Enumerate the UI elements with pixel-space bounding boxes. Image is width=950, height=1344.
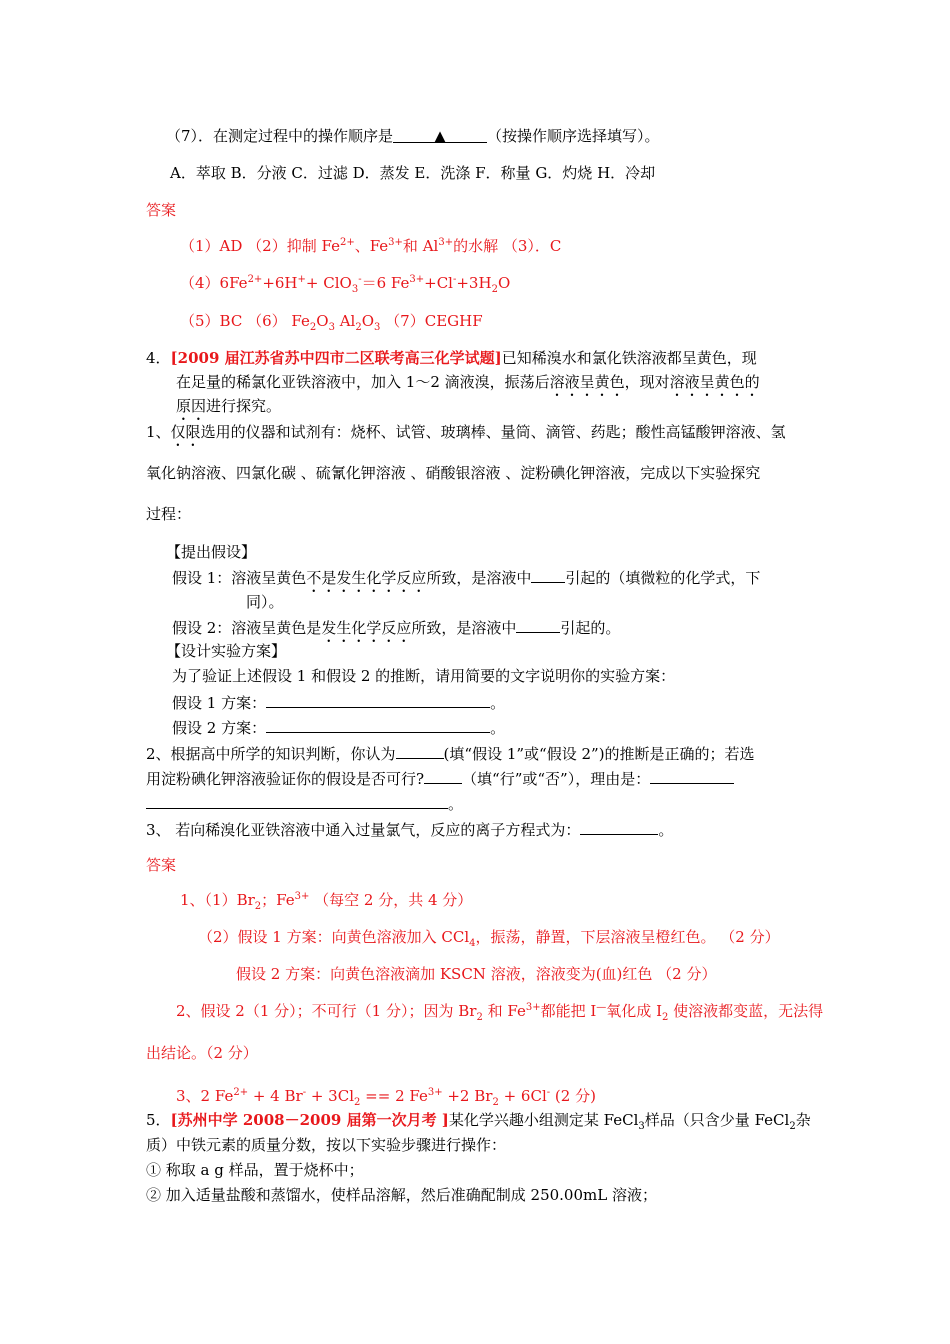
q4-line-1: 4．[2009 届江苏省苏中四市二区联考高三化学试题]已知稀溴水和氯化铁溶液都呈黄色，现 — [146, 349, 757, 367]
step2-blank-2 — [424, 767, 462, 784]
heading-hypothesis: 【提出假设】 — [166, 543, 257, 561]
answer-4-line-4: 2、假设 2（1 分）；不可行（1 分）；因为 $Br_2$ 和 $Fe^{3+}$都能把 I—氧化成 $I_2$ 使溶液都变蓝，无法得 — [176, 1002, 824, 1023]
hypothesis-1-cont: 同）。 — [246, 593, 284, 611]
answer-4-line-6: 3、2 $Fe^{2+} + 4$ $Br^- + 3Cl_2 == 2$ $Fe^{3+} +2$ $Br_2 + 6Cl^-$ (2 分) — [176, 1087, 596, 1108]
plan-1: 假设 1 方案： 。 — [172, 691, 505, 713]
q4-step1-line-2: 氧化钠溶液、四氯化碳 、硫氰化钾溶液 、硝酸银溶液 、淀粉碘化钾溶液，完成以下实验探究 — [146, 464, 761, 482]
q5-step-2: ② 加入适量盐酸和蒸馏水，使样品溶解，然后准确配制成 250.00mL 溶液； — [146, 1186, 657, 1204]
plan-2-blank — [266, 716, 490, 733]
design-text: 为了验证上述假设 1 和假设 2 的推断，请用简要的文字说明你的实验方案： — [172, 667, 676, 685]
q7-suffix: （按操作顺序选择填写）。 — [487, 127, 660, 145]
triangle-mark-icon: ▲ — [434, 127, 446, 145]
answer-4-line-2: （2）假设 1 方案：向黄色溶液加入 CCl$_4$，振荡，静置，下层溶液呈橙红色。 （2 分） — [198, 928, 780, 949]
q7-answer-blank — [393, 126, 487, 143]
q5-source: [苏州中学 2008－2009 届第一次月考 ] — [170, 1111, 449, 1129]
plan-1-blank — [266, 691, 490, 708]
answer-3-line-2: $(4)6Fe^{2+}+6H^++ ClO_3^-=6$ $Fe^{3+}+Cl^-+3H_2O$ — [180, 274, 511, 295]
q4-step2-line-2: 用淀粉碘化钾溶液验证你的假设是否可行? （填“行”或“否”），理由是： — [146, 767, 734, 789]
answer-4-line-5: 出结论。（2 分） — [146, 1044, 258, 1062]
hypothesis-1-blank — [531, 566, 565, 583]
q7-prefix: （7）．在测定过程中的操作顺序是 — [166, 127, 394, 145]
q4-line-2: 在足量的稀氯化亚铁溶液中，加入 1～2 滴液溴，振荡后溶液呈黄色，现对溶液呈黄色的 — [176, 373, 760, 391]
q5-line-1: 5．[苏州中学 2008－2009 届第一次月考 ]某化学兴趣小组测定某 FeCl$_3$样品（只含少量 FeCl$_2$杂 — [146, 1111, 811, 1132]
step2-blank-1 — [396, 742, 444, 759]
q5-number: 5． — [146, 1111, 171, 1129]
answer-4-line-1: 1、$(1)Br_2$；$Fe^{3+}$ （每空 2 分，共 4 分） — [180, 891, 473, 912]
q4-step2-line-1: 2、根据高中所学的知识判断，你认为 (填“假设 1”或“假设 2”)的推断是正确的；若选 — [146, 742, 755, 764]
q4-number: 4． — [146, 349, 171, 367]
plan-2: 假设 2 方案： 。 — [172, 716, 505, 738]
hypothesis-1: 假设 1：溶液呈黄色不是发生化学反应所致，是溶液中 引起的（填微粒的化学式，下 — [172, 566, 760, 596]
q4-step2-line-3: 。 — [146, 792, 463, 814]
answer-label-1: 答案 — [146, 201, 177, 219]
step3-blank — [580, 818, 658, 835]
answer-label-2: 答案 — [146, 856, 177, 874]
answer-3-line-1: （1）AD （2）抑制 $Fe^{2+}$、$Fe^{3+}$和 $Al^{3+}$的水解 （3）．C — [180, 237, 562, 255]
q4-line-3: 原因进行探究。 — [176, 397, 282, 415]
q7-line — [166, 126, 660, 146]
hypothesis-2-blank — [516, 616, 560, 633]
q7-options: A．萃取 B．分液 C．过滤 D．蒸发 E．洗涤 F．称量 G．灼烧 H．冷却 — [170, 164, 656, 182]
step2-blank-4 — [146, 792, 448, 809]
q4-step3: 3、 若向稀溴化亚铁溶液中通入过量氯气，反应的离子方程式为： 。 — [146, 818, 673, 840]
q5-line-2: 质）中铁元素的质量分数，按以下实验步骤进行操作： — [146, 1136, 507, 1154]
hypothesis-2: 假设 2：溶液呈黄色是发生化学反应所致，是溶液中 引起的。 — [172, 616, 620, 646]
q4-step1-line-3: 过程： — [146, 505, 192, 523]
answer-3-line-3: （5）BC （6） $Fe_2O_3$ $Al_2O_3$ （7）CEGHF — [180, 312, 483, 333]
step2-blank-3 — [650, 767, 734, 784]
q4-source: [2009 届江苏省苏中四市二区联考高三化学试题] — [170, 349, 502, 367]
answer-4-line-3: 假设 2 方案：向黄色溶液滴加 KSCN 溶液，溶液变为(血)红色 （2 分） — [236, 965, 717, 983]
q4-step1-line-1: 1、仅限选用的仪器和试剂有：烧杯、试管、玻璃棒、量筒、滴管、药匙；酸性高锰酸钾溶液、氢 — [146, 423, 786, 441]
heading-design: 【设计实验方案】 — [166, 642, 287, 660]
q5-step-1: ① 称取 a g 样品，置于烧杯中； — [146, 1161, 364, 1179]
